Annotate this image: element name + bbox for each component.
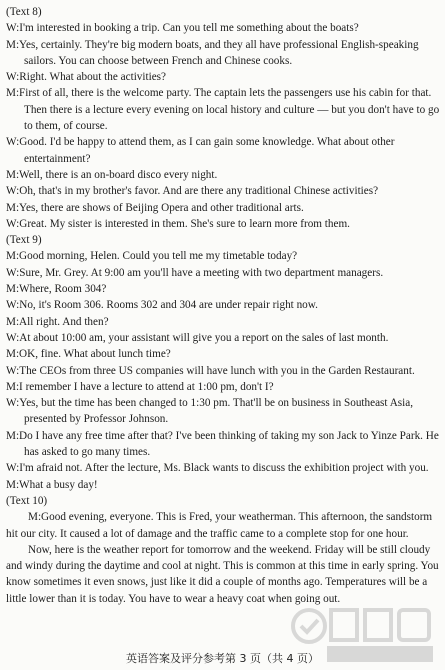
dialogue-line: M:Good morning, Helen. Could you tell me my timetable today? [6,250,298,263]
dialogue-line: M:Yes, certainly. They're big modern boats, and they all have professional English-speaking sailors. You can choose between French and Chinese cooks. [6,38,419,67]
dialogue-line: W:Right. What about the activities? [6,71,167,84]
dialogue-line: M:Where, Room 304? [6,283,107,296]
dialogue-line: W:Good. I'd be happy to attend them, as I can gain some knowledge. What about other entertainment? [6,136,395,165]
dialogue-line: M:Well, there is an on-board disco every night. [6,168,218,181]
section-heading: (Text 10) [6,494,48,507]
dialogue-line: M:Yes, there are shows of Beijing Opera and other traditional arts. [6,201,304,214]
dialogue-line: W:Yes, but the time has been changed to 1:30 pm. That'll be on business in Southeast Asia, presented by Professor Johnson. [6,397,413,426]
dialogue-line: M:Good evening, everyone. This is Fred, your weatherman. This afternoon, the sandstorm hit our city. It caused a lot of damage and the traffic came to a complete stop for one hour. [6,511,433,540]
dialogue-line: M:Do I have any free time after that? I've been thinking of taking my son Jack to Yinze Park. He has asked to go many times. [6,429,439,459]
document-body [6,4,440,607]
dialogue-line: M:First of all, there is the welcome party. The captain lets the passengers use his cabin for that. Then there is a lecture every evening on local history and culture — but you don't have to go to them, of course. [6,87,440,133]
dialogue-line: W:The CEOs from three US companies will have lunch with you in the Garden Restaurant. [6,364,415,377]
dialogue-line: Now, here is the weather report for tomorrow and the weekend. Friday will be still cloudy and windy during the daytime and cool at night. This is common at this time in early spring. You know sometimes it even snows, just like it did a couple of months ago. Temperatures will be a little lower than it is today. You have to wear a heavy coat when going out. [6,543,439,605]
dialogue-line: W:At about 10:00 am, your assistant will give you a report on the sales of last month. [6,331,389,344]
dialogue-line: W:I'm interested in booking a trip. Can you tell me something about the boats? [6,22,359,35]
dialogue-line: M:All right. And then? [6,315,109,328]
dialogue-line: W:Great. My sister is interested in them. She's sure to learn more from them. [6,217,350,230]
section-heading: (Text 8) [6,6,42,18]
dialogue-line: M:OK, fine. What about lunch time? [6,348,171,361]
page-footer: 英语答案及评分参考第 3 页（共 4 页） [126,652,319,665]
dialogue-line: W:No, it's Room 306. Rooms 302 and 304 are under repair right now. [6,299,318,312]
dialogue-line: W:I'm afraid not. After the lecture, Ms. Black wants to discuss the exhibition project with you. [6,462,429,475]
watermark-logo [287,600,437,666]
dialogue-line: M:What a busy day! [6,478,98,491]
dialogue-line: W:Oh, that's in my brother's favor. And are there any traditional Chinese activities? [6,185,379,198]
dialogue-line: W:Sure, Mr. Grey. At 9:00 am you'll have a meeting with two department managers. [6,266,384,279]
section-heading: (Text 9) [6,234,42,247]
dialogue-line: M:I remember I have a lecture to attend at 1:00 pm, don't I? [6,380,274,393]
